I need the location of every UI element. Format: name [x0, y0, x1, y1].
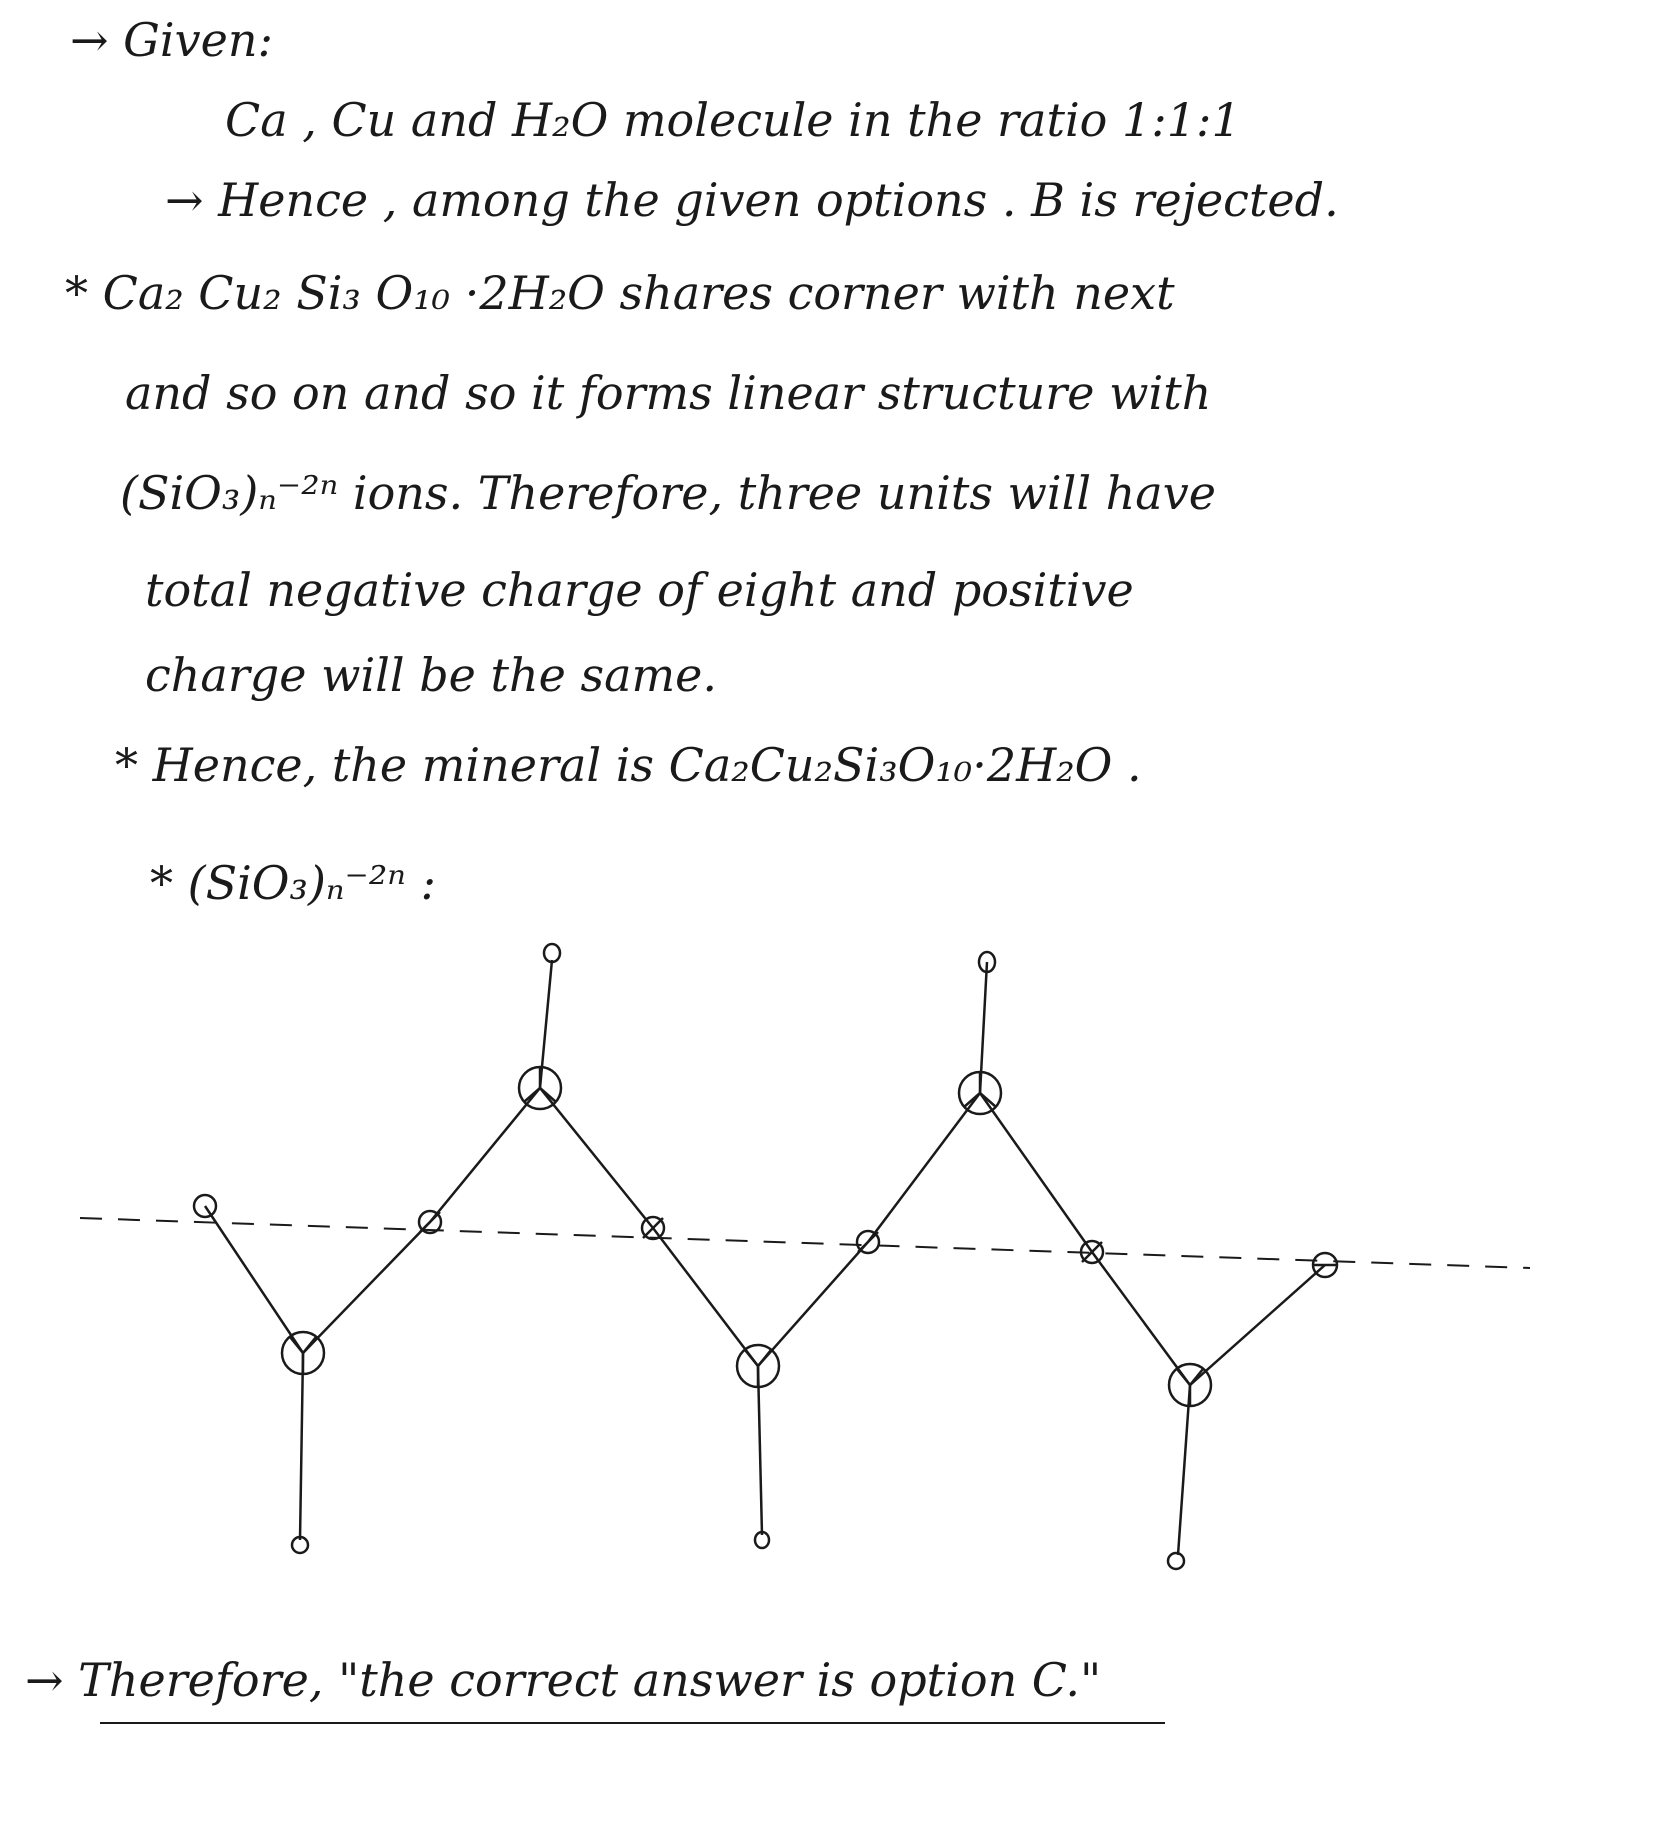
- silicate-chain-diagram: [0, 900, 1654, 1620]
- lower-bond-3: [1178, 1385, 1190, 1555]
- mineral-structure-line-5: charge will be the same.: [145, 648, 717, 702]
- silicon-atoms: [282, 1067, 1211, 1406]
- silicate-chain-label: * (SiO₃)ₙ⁻²ⁿ :: [150, 856, 437, 910]
- lower-bond-1: [300, 1353, 303, 1540]
- mineral-structure-line-1: * Ca₂ Cu₂ Si₃ O₁₀ ·2H₂O shares corner with next: [65, 266, 1175, 320]
- lower-bond-2: [758, 1366, 762, 1535]
- mineral-structure-line-2: and so on and so it forms linear structure with: [125, 366, 1212, 420]
- bridging-oxygen-atoms: [194, 1195, 1337, 1277]
- mineral-structure-line-4: total negative charge of eight and positive: [145, 563, 1134, 617]
- given-ratio-text: Ca , Cu and H₂O molecule in the ratio 1:1:1: [225, 93, 1241, 147]
- given-heading: → Given:: [70, 13, 273, 67]
- chain-bonds: [205, 1088, 1325, 1385]
- mineral-structure-line-3: (SiO₃)ₙ⁻²ⁿ ions. Therefore, three units will have: [120, 466, 1216, 520]
- option-b-rejected-text: → Hence , among the given options . B is rejected.: [165, 173, 1339, 227]
- chain-dashed-axis: [80, 1218, 1530, 1268]
- mineral-identification-line: * Hence, the mineral is Ca₂Cu₂Si₃O₁₀·2H₂O .: [115, 738, 1142, 792]
- terminal-oxygen-atoms: [292, 944, 1184, 1569]
- final-answer-underline: [100, 1722, 1165, 1724]
- final-answer-text: → Therefore, "the correct answer is option C.": [25, 1653, 1102, 1707]
